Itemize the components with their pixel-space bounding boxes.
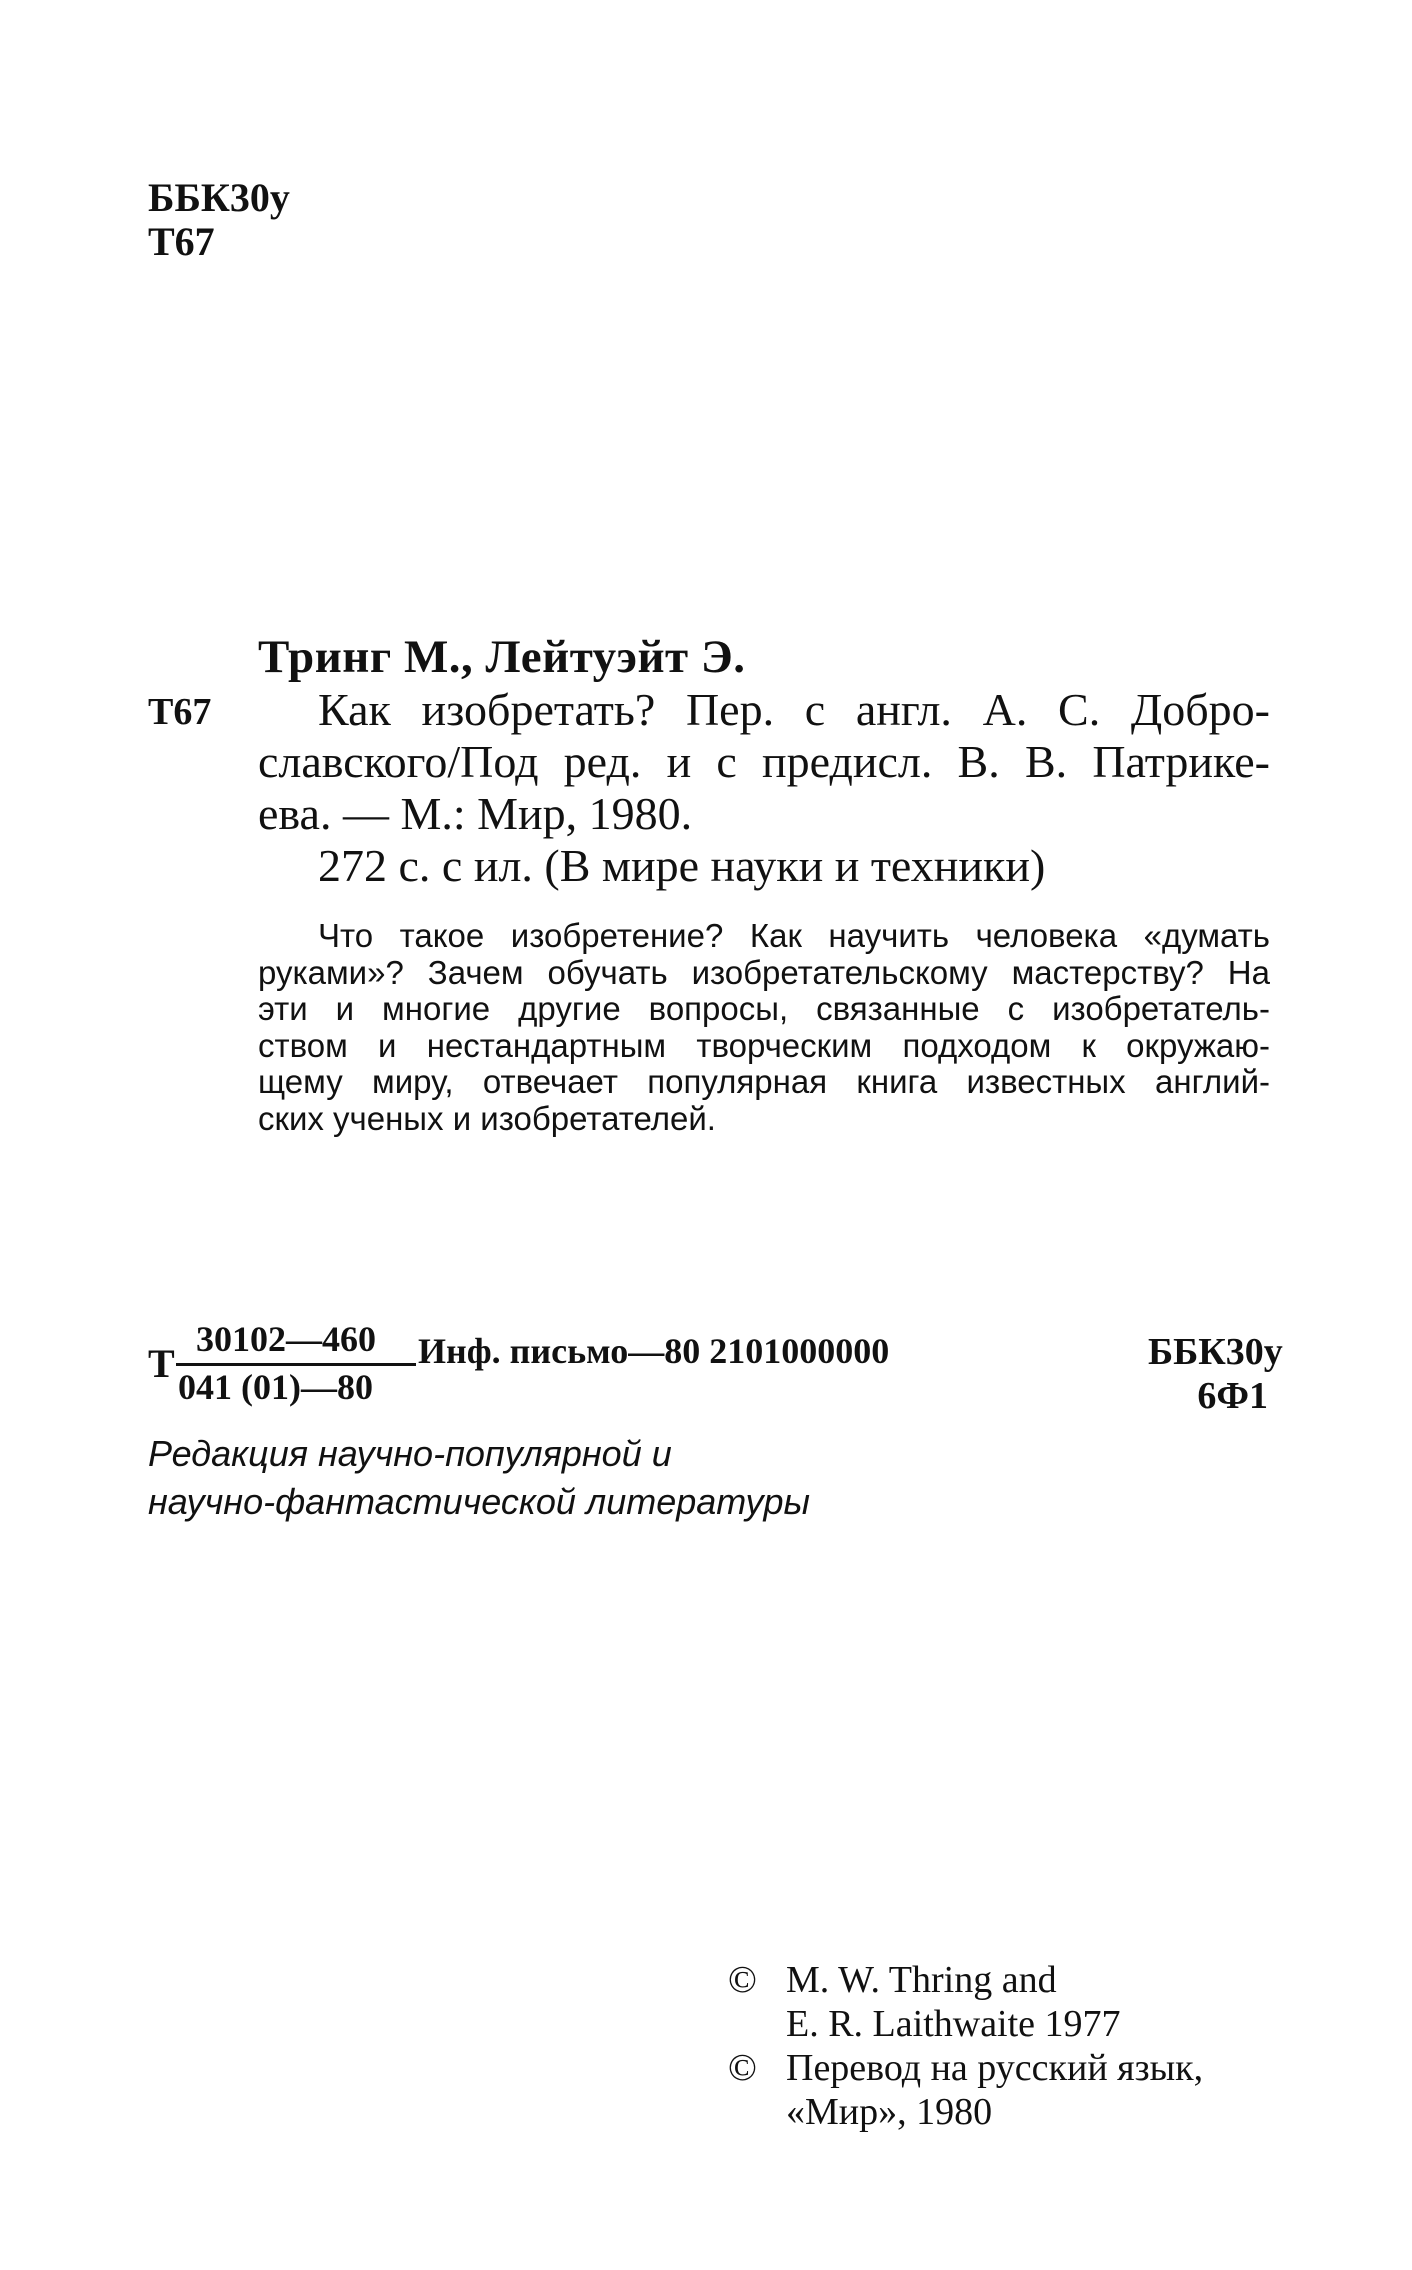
index-denominator: 041 (01)—80	[178, 1367, 373, 1407]
entry-line: ева. — М.: Мир, 1980.	[258, 788, 693, 839]
copyright-original-cont	[728, 2002, 1203, 2046]
index-numerator: 30102—460	[196, 1319, 376, 1359]
copyright-translation-line1: Перевод на русский язык,	[786, 2047, 1204, 2089]
annotation-line: руками»? Зачем обучать изобретательскому мастерству? На	[258, 953, 1270, 991]
annotation	[258, 918, 1270, 1137]
copyright-translation	[728, 2046, 1203, 2090]
entry-side-code: Т67	[148, 691, 212, 733]
department-line: Редакция научно-популярной и	[148, 1433, 672, 1474]
copyright-block	[728, 1958, 1203, 2134]
entry-author: Тринг М., Лейтуэйт Э.	[258, 631, 746, 683]
bbk-number-bottom: 6Ф1	[1197, 1375, 1268, 1417]
copyright-translation-cont	[728, 2090, 1203, 2134]
classification-top	[148, 176, 290, 264]
annotation-line: щему миру, отвечает популярная книга известных англий-	[258, 1063, 1270, 1100]
index-fraction	[148, 1318, 408, 1408]
copyright-original-line1: M. W. Thring and	[786, 1959, 1057, 2001]
bbk-code-bottom: ББК30у	[1148, 1331, 1283, 1373]
annotation-line: Что такое изобретение? Как научить человека «думать	[318, 917, 1270, 954]
bbk-code-top: ББК30у	[148, 175, 290, 220]
entry-line: славского/Под ред. и с предисл. В. В. Патрике-	[258, 736, 1270, 787]
copyright-original	[728, 1958, 1203, 2002]
annotation-line: эти и многие другие вопросы, связанные с изобретатель-	[258, 990, 1270, 1027]
info-letter: Инф. письмо—80 2101000000	[418, 1331, 890, 1371]
index-prefix: Т	[148, 1341, 175, 1386]
classification-bottom	[1148, 1330, 1283, 1418]
copyright-icon: ©	[728, 1959, 757, 2001]
entry-description	[258, 684, 1270, 892]
copyright-spacer	[728, 2090, 786, 2134]
copyright-translation-line2: «Мир», 1980	[786, 2091, 993, 2133]
entry-line: Как изобретать? Пер. с англ. А. С. Добро-	[318, 684, 1270, 735]
copyright-original-line2: E. R. Laithwaite 1977	[786, 2003, 1121, 2045]
copyright-icon: ©	[728, 2047, 757, 2089]
editorial-department	[148, 1430, 810, 1526]
annotation-line: ством и нестандартным творческим подходом к окружаю-	[258, 1026, 1270, 1064]
department-line: научно-фантастической литературы	[148, 1481, 810, 1522]
annotation-line: ских ученых и изобретателей.	[258, 1099, 716, 1137]
entry-line: 272 с. с ил. (В мире науки и техники)	[318, 840, 1046, 891]
copyright-spacer	[728, 2002, 786, 2046]
author-mark-top: Т67	[148, 219, 215, 264]
